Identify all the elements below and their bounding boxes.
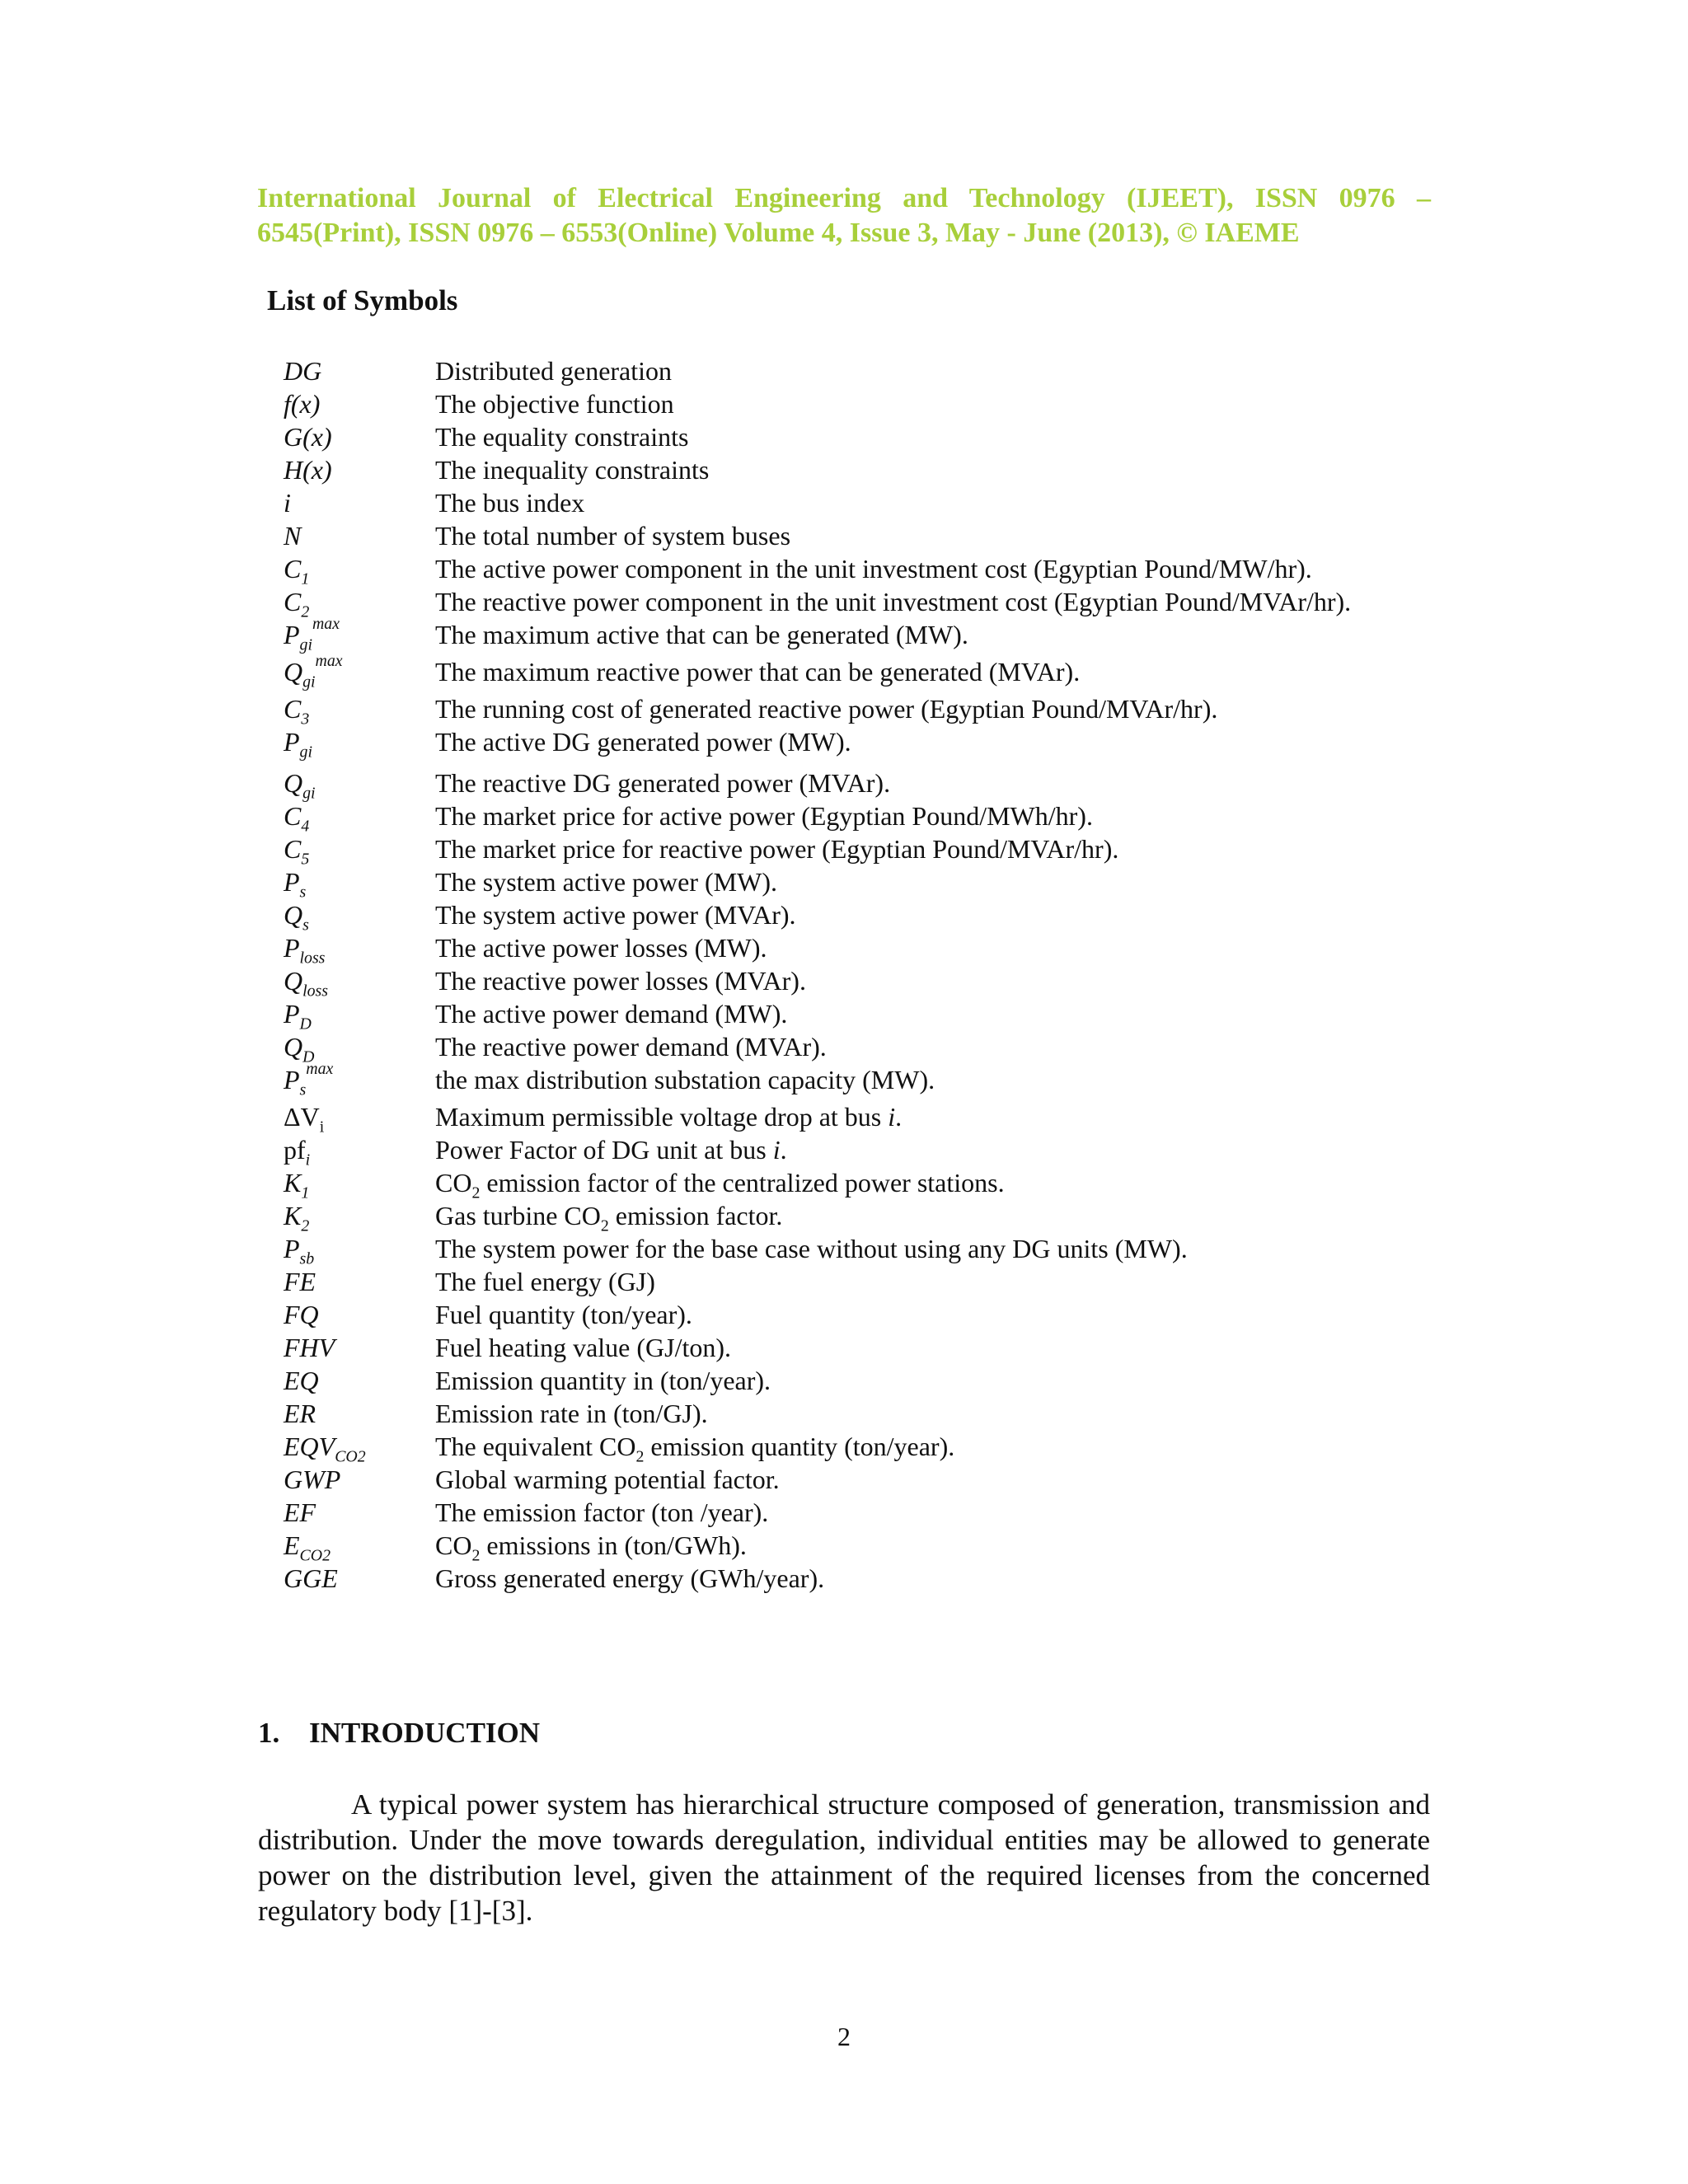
symbol-row	[284, 1529, 1365, 1565]
symbol-subscript: 3	[301, 710, 310, 729]
symbol-superscript: max	[306, 1060, 334, 1079]
symbol-subscript: CO2	[299, 1546, 331, 1565]
symbol-superscript: max	[312, 615, 340, 634]
description-text: CO	[435, 1530, 472, 1560]
symbol-row	[284, 898, 1365, 935]
symbol-base: P	[284, 620, 300, 649]
symbol-row	[284, 865, 1365, 902]
symbol	[284, 997, 435, 1033]
symbol-base: C	[284, 801, 302, 831]
symbol	[284, 766, 435, 803]
symbol-description: The system active power (MVAr).	[435, 900, 796, 930]
symbol-row	[284, 1133, 1365, 1169]
symbol	[284, 931, 435, 968]
symbol-base: P	[284, 1234, 300, 1263]
symbol-subscript: i	[305, 1151, 311, 1169]
symbol-description: The reactive DG generated power (MVAr).	[435, 768, 891, 798]
symbol-subscript: loss	[299, 949, 326, 968]
symbol-row	[284, 387, 1365, 420]
journal-header-line-2: 6545(Print), ISSN 0976 – 6553(Online) Volume 4, Issue 3, May - June (2013), © IAEME	[257, 218, 1300, 248]
description-text: Gas turbine CO	[435, 1201, 601, 1230]
symbol-row	[284, 725, 1365, 762]
symbol-base: EQV	[284, 1432, 335, 1461]
symbol	[284, 354, 435, 387]
symbol-subscript: s	[299, 1080, 307, 1099]
symbol	[284, 1060, 435, 1100]
symbol-row	[284, 1166, 1365, 1202]
symbol-row	[284, 1397, 1365, 1430]
symbol-base: EQ	[284, 1366, 319, 1395]
symbol-superscript: max	[315, 652, 343, 671]
symbol-row	[284, 766, 1365, 803]
symbol-description: The reactive power demand (MVAr).	[435, 1032, 827, 1062]
symbol	[284, 1232, 435, 1268]
symbol	[284, 1496, 435, 1529]
description-text: emission factor.	[608, 1201, 783, 1230]
description-variable: i	[772, 1135, 781, 1165]
symbol-row	[284, 1430, 1365, 1466]
symbol-base: ER	[284, 1399, 316, 1428]
symbol-description: The inequality constraints	[435, 455, 710, 485]
symbol-row	[284, 1496, 1365, 1529]
symbol	[284, 832, 435, 869]
symbol-description: The reactive power losses (MVAr).	[435, 966, 806, 996]
symbol	[284, 1030, 435, 1066]
symbol	[284, 1331, 435, 1364]
description-text: emission factor of the centralized power stations.	[480, 1168, 1005, 1197]
symbol-base: pf	[284, 1135, 306, 1165]
symbol-base: EF	[284, 1497, 316, 1527]
symbol-description: Fuel heating value (GJ/ton).	[435, 1333, 732, 1362]
symbol-row	[284, 420, 1365, 453]
symbol-base: f(x)	[284, 389, 321, 419]
symbol-description: The reactive power component in the unit investment cost (Egyptian Pound/MVAr/hr).	[435, 587, 1352, 616]
symbol-row	[284, 799, 1365, 836]
symbol-row	[284, 1199, 1365, 1235]
symbol	[284, 1166, 435, 1202]
symbol-row	[284, 1364, 1365, 1397]
symbol-row	[284, 1060, 1365, 1100]
symbol-base: C	[284, 834, 302, 864]
symbol-base: GGE	[284, 1563, 338, 1593]
symbol-row	[284, 1298, 1365, 1331]
symbol	[284, 1133, 435, 1169]
symbol	[284, 725, 435, 762]
symbol	[284, 552, 435, 588]
section-heading	[258, 1717, 540, 1750]
symbol-description: The active power demand (MW).	[435, 999, 788, 1029]
symbol-base: GWP	[284, 1465, 341, 1494]
description-subscript: 2	[600, 1216, 609, 1235]
symbol-subscript: 4	[301, 817, 310, 836]
symbol-base: P	[284, 867, 300, 897]
symbol-base: K	[284, 1201, 302, 1230]
symbol-description	[435, 1133, 1365, 1166]
symbol-row	[284, 931, 1365, 968]
description-text: .	[780, 1135, 787, 1165]
symbol-base: E	[284, 1530, 300, 1560]
symbol-description: Gross generated energy (GWh/year).	[435, 1563, 825, 1593]
symbol-subscript: i	[319, 1118, 325, 1137]
symbol-row	[284, 1232, 1365, 1268]
symbol-subscript: gi	[299, 743, 312, 762]
description-text: Maximum permissible voltage drop at bus	[435, 1102, 889, 1132]
symbol-row	[284, 1030, 1365, 1066]
symbol-subscript: 5	[301, 850, 310, 869]
symbol-subscript: s	[299, 883, 307, 902]
symbol-description: The maximum reactive power that can be generated (MVAr).	[435, 657, 1081, 687]
symbol-description: Distributed generation	[435, 356, 673, 386]
symbol	[284, 865, 435, 902]
symbol	[284, 387, 435, 420]
symbol	[284, 692, 435, 729]
symbol-row	[284, 486, 1365, 519]
symbols-list	[284, 354, 1365, 1595]
symbol-description: The active power losses (MW).	[435, 933, 767, 963]
symbol-subscript: D	[302, 1047, 315, 1066]
symbol-description: The fuel energy (GJ)	[435, 1267, 655, 1296]
symbol-base: P	[284, 999, 300, 1029]
symbol	[284, 519, 435, 552]
symbol-base: ΔV	[284, 1102, 320, 1132]
description-text: The equivalent CO	[435, 1432, 636, 1461]
symbol	[284, 585, 435, 621]
symbol-subscript: D	[299, 1015, 312, 1033]
symbol	[284, 1562, 435, 1595]
description-variable: i	[888, 1102, 896, 1132]
symbol-description: the max distribution substation capacity (MW).	[435, 1065, 935, 1094]
description-subscript: 2	[635, 1447, 645, 1466]
symbol-description	[435, 1430, 1365, 1466]
symbol-base: N	[284, 521, 302, 551]
symbol	[284, 420, 435, 453]
symbol-row	[284, 692, 1365, 729]
symbol-row	[284, 1463, 1365, 1496]
symbol-row	[284, 585, 1365, 621]
symbol-base: C	[284, 694, 302, 724]
symbol-description: The objective function	[435, 389, 674, 419]
description-subscript: 2	[471, 1546, 481, 1565]
symbol-description: The running cost of generated reactive power (Egyptian Pound/MVAr/hr).	[435, 694, 1218, 724]
intro-paragraph: A typical power system has hierarchical structure composed of generation, transmission and distribution. Under the move towards deregulation, individual entities may be allowed to generate power on the distribution level, given the attainment of the required licenses from the concerned regulatory body [1]-[3].	[258, 1788, 1430, 1927]
symbol-base: Q	[284, 966, 303, 996]
symbol-description: The maximum active that can be generated (MW).	[435, 620, 968, 649]
symbol-row	[284, 997, 1365, 1033]
symbol	[284, 615, 435, 655]
symbol-base: FE	[284, 1267, 316, 1296]
symbol-subscript: 2	[301, 602, 310, 621]
symbol-subscript: 1	[301, 1183, 310, 1202]
symbol-row	[284, 615, 1365, 655]
symbol	[284, 1265, 435, 1298]
symbol	[284, 652, 435, 692]
description-text: Power Factor of DG unit at bus	[435, 1135, 773, 1165]
section-number: 1.	[258, 1717, 280, 1749]
page-number: 2	[837, 2022, 851, 2051]
symbol	[284, 1199, 435, 1235]
symbol-subscript: loss	[302, 982, 328, 1001]
symbols-list-title: List of Symbols	[267, 284, 458, 316]
symbol-subscript: 1	[301, 569, 310, 588]
symbol	[284, 898, 435, 935]
symbol-description: The system power for the base case without using any DG units (MW).	[435, 1234, 1188, 1263]
symbol-row	[284, 1100, 1365, 1137]
symbol-description: The market price for reactive power (Egyptian Pound/MVAr/hr).	[435, 834, 1119, 864]
symbol-base: H(x)	[284, 455, 332, 485]
symbol-row	[284, 1331, 1365, 1364]
symbol-base: C	[284, 587, 302, 616]
symbol-base: P	[284, 933, 300, 963]
symbol-subscript: 2	[301, 1216, 310, 1235]
symbol-subscript: CO2	[335, 1447, 366, 1466]
description-text: CO	[435, 1168, 472, 1197]
symbol	[284, 964, 435, 1001]
section-title: INTRODUCTION	[309, 1717, 541, 1749]
symbol-base: G(x)	[284, 422, 332, 452]
symbol-base: Q	[284, 900, 303, 930]
symbol-row	[284, 832, 1365, 869]
journal-header	[257, 181, 1431, 251]
symbol	[284, 486, 435, 519]
symbol-row	[284, 453, 1365, 486]
symbol-description: The bus index	[435, 488, 585, 518]
symbol-subscript: gi	[302, 784, 316, 803]
symbol-description: Global warming potential factor.	[435, 1465, 780, 1494]
symbol-row	[284, 1562, 1365, 1595]
symbol	[284, 1430, 435, 1466]
symbol-subscript: gi	[299, 635, 312, 654]
symbol-description	[435, 1199, 1365, 1235]
symbol-subscript: gi	[302, 673, 316, 691]
symbol-description: The active DG generated power (MW).	[435, 727, 851, 757]
symbol-base: Q	[284, 657, 303, 687]
symbol	[284, 453, 435, 486]
symbol	[284, 1298, 435, 1331]
symbol-row	[284, 354, 1365, 387]
symbol	[284, 1364, 435, 1397]
symbol-base: C	[284, 554, 302, 583]
symbol-row	[284, 652, 1365, 692]
symbol-subscript: s	[302, 916, 309, 935]
symbol-base: P	[284, 727, 300, 757]
symbol	[284, 799, 435, 836]
symbol-row	[284, 519, 1365, 552]
symbol-base: DG	[284, 356, 322, 386]
symbol-description	[435, 1100, 1365, 1133]
symbol-base: FHV	[284, 1333, 335, 1362]
symbol-description: The active power component in the unit investment cost (Egyptian Pound/MW/hr).	[435, 554, 1312, 583]
description-subscript: 2	[471, 1183, 481, 1202]
symbol-row	[284, 964, 1365, 1001]
symbol-base: K	[284, 1168, 302, 1197]
symbol-description: The emission factor (ton /year).	[435, 1497, 769, 1527]
symbol-description: Fuel quantity (ton/year).	[435, 1300, 692, 1329]
symbol-subscript: sb	[299, 1249, 315, 1268]
symbol-description: The system active power (MW).	[435, 867, 777, 897]
symbol-description: The total number of system buses	[435, 521, 791, 551]
symbol	[284, 1463, 435, 1496]
symbol-description	[435, 1166, 1365, 1202]
symbol-base: i	[284, 488, 291, 518]
symbol	[284, 1397, 435, 1430]
symbol-base: Q	[284, 1032, 303, 1062]
description-text: emission quantity (ton/year).	[644, 1432, 955, 1461]
symbol-base: FQ	[284, 1300, 319, 1329]
symbol	[284, 1100, 435, 1137]
symbol-description: The market price for active power (Egyptian Pound/MWh/hr).	[435, 801, 1093, 831]
symbol-base: Q	[284, 768, 303, 798]
symbol-description: Emission quantity in (ton/year).	[435, 1366, 771, 1395]
symbol-description: Emission rate in (ton/GJ).	[435, 1399, 708, 1428]
symbol-row	[284, 1265, 1365, 1298]
symbol-description	[435, 1529, 1365, 1565]
symbol	[284, 1529, 435, 1565]
journal-header-line-1: International Journal of Electrical Engineering and Technology (IJEET), ISSN 0976 –	[257, 183, 1431, 213]
description-text: emissions in (ton/GWh).	[480, 1530, 747, 1560]
symbol-description: The equality constraints	[435, 422, 689, 452]
description-text: .	[895, 1102, 903, 1132]
symbol-base: P	[284, 1065, 300, 1094]
symbol-row	[284, 552, 1365, 588]
